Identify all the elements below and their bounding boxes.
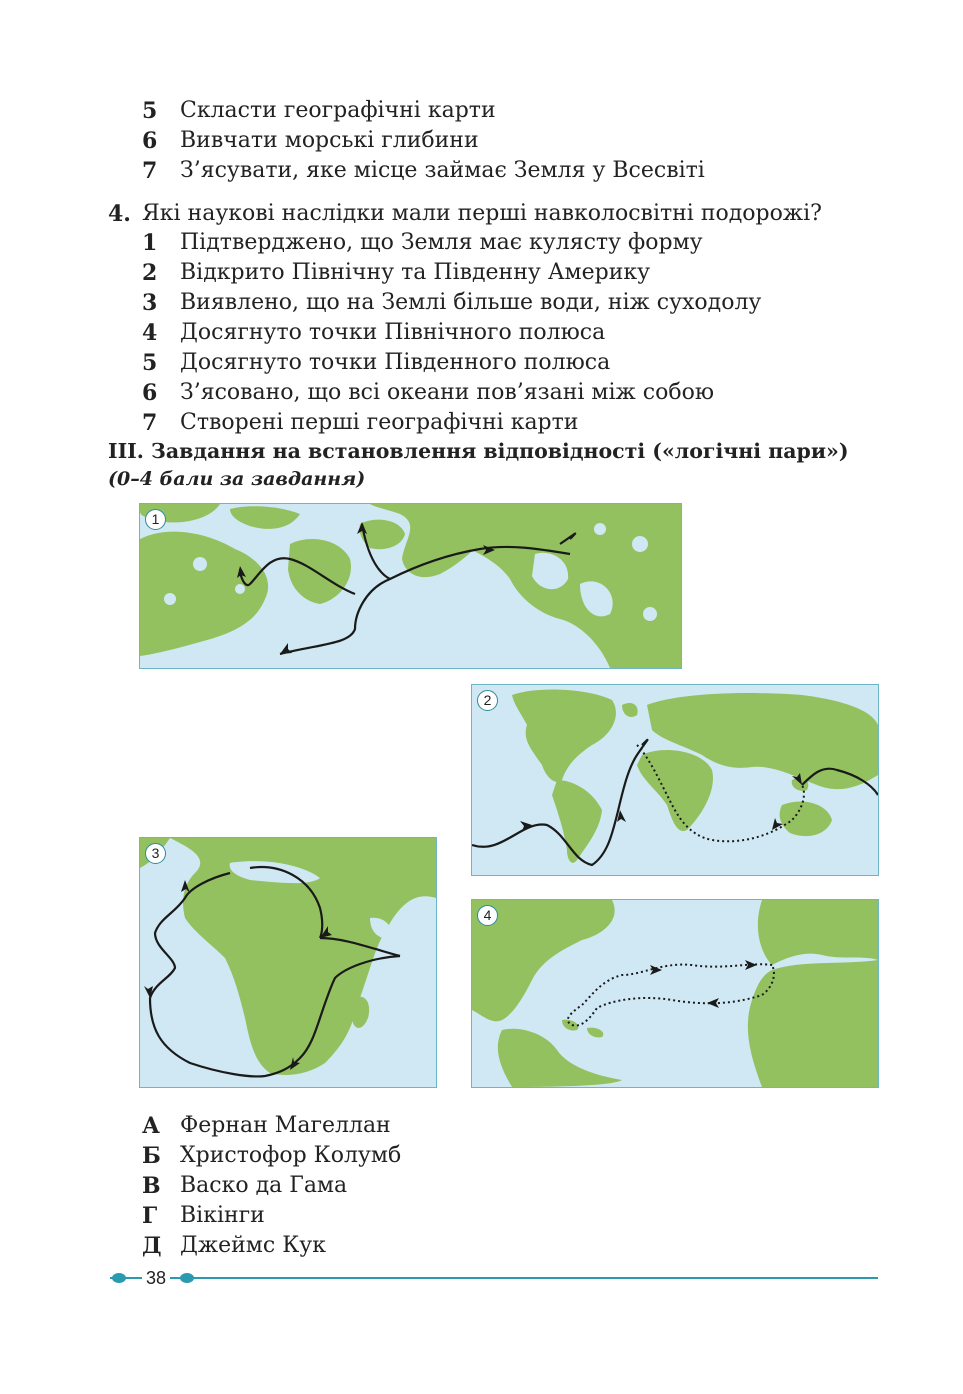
map-label: 1 (145, 509, 166, 530)
answer-text: Христофор Колумб (180, 1143, 402, 1168)
option-number: 4 (142, 320, 158, 346)
option-text: Створені перші географічні карти (180, 410, 579, 435)
option-text: Відкрито Північну та Південну Америку (180, 260, 651, 285)
answer-letter: А (142, 1113, 160, 1139)
option-number: 2 (142, 260, 158, 286)
section-heading: III. Завдання на встановлення відповідності («логічні пари») (108, 439, 849, 463)
answer-letter: Б (142, 1143, 161, 1169)
section-subheading: (0–4 бали за завдання) (108, 468, 366, 490)
option-text: З’ясовано, що всі океани пов’язані між собою (180, 380, 714, 405)
option-number: 6 (142, 380, 158, 406)
answer-letter: Г (142, 1203, 158, 1229)
route-arrows (650, 960, 757, 1008)
footer-dot-left (112, 1273, 126, 1283)
question-number: 4. (108, 201, 131, 227)
answer-text: Джеймс Кук (180, 1233, 326, 1258)
item-text: Скласти географічні карти (180, 98, 496, 123)
option-text: Досягнуто точки Північного полюса (180, 320, 606, 345)
map-label: 2 (477, 690, 498, 711)
item-number: 7 (142, 158, 158, 184)
answer-text: Фернан Магеллан (180, 1113, 391, 1138)
land-masses (472, 900, 878, 1087)
map-4-drawing (472, 900, 878, 1087)
dotted-route (568, 964, 774, 1025)
option-number: 7 (142, 410, 158, 436)
map-1 (139, 503, 682, 669)
map-label: 4 (477, 905, 498, 926)
option-text: Досягнуто точки Південного полюса (180, 350, 611, 375)
page-number: 38 (142, 1266, 170, 1290)
map-1-drawing (140, 504, 681, 668)
map-2-drawing (472, 685, 878, 875)
item-text: З’ясувати, яке місце займає Земля у Всесвіті (180, 158, 705, 183)
option-text: Виявлено, що на Землі більше води, ніж суходолу (180, 290, 762, 315)
map-3 (139, 837, 437, 1088)
answer-text: Вікінги (180, 1203, 265, 1228)
footer-rule (110, 1277, 878, 1279)
answer-text: Васко да Гама (180, 1173, 348, 1198)
map-2 (471, 684, 879, 876)
map-3-drawing (140, 838, 436, 1087)
map-4 (471, 899, 879, 1088)
land-masses (512, 690, 878, 863)
footer-dot-right (180, 1273, 194, 1283)
map-label: 3 (145, 843, 166, 864)
option-number: 1 (142, 230, 158, 256)
item-text: Вивчати морські глибини (180, 128, 479, 153)
answer-letter: Д (142, 1233, 162, 1259)
question-text: Які наукові наслідки мали перші навколосвітні подорожі? (142, 201, 822, 226)
answer-letter: В (142, 1173, 161, 1199)
option-number: 3 (142, 290, 158, 316)
item-number: 5 (142, 98, 158, 124)
option-text: Підтверджено, що Земля має кулясту форму (180, 230, 703, 255)
option-number: 5 (142, 350, 158, 376)
item-number: 6 (142, 128, 158, 154)
